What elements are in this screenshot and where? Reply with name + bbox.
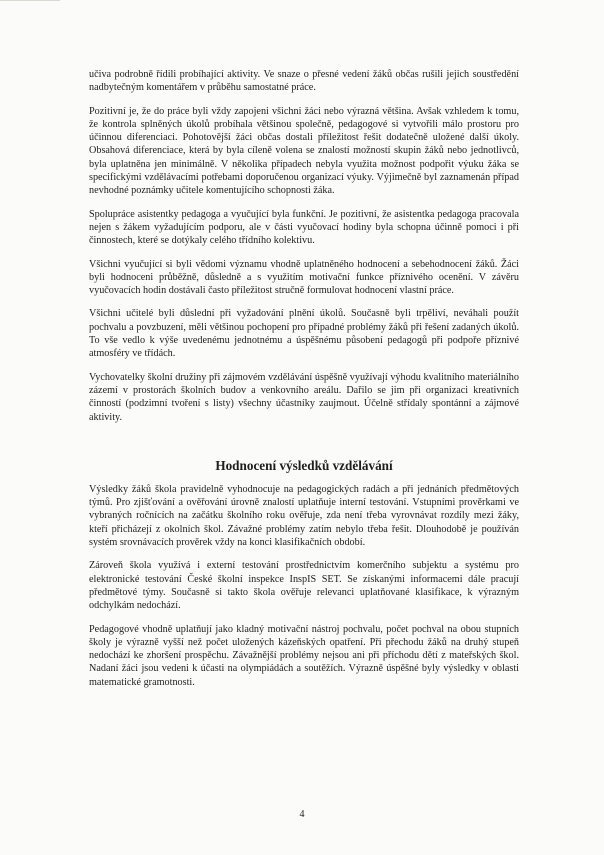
paragraph-after-school-club: Vychovatelky školní družiny při zájmovém vzdělávání úspěšně využívají výhodu kvalitního materiálního zázemí v prostorách školních budov a venkovního areálu. Dařilo se jim při organizaci kreativních činností (podzimní tvoření s listy) všechny účastníky zaujmout. Účelně střídaly spontánní a zájmové aktivity.: [89, 371, 519, 423]
paragraph-external-testing: Zároveň škola využívá i externí testování prostřednictvím komerčního subjektu a systému pro elektronické testování České školní inspekce InspIS SET. Se získanými informacemi dále pracují předmětové týmy. Současně si takto škola ověřuje relevanci uplatňované klasifikace, k výrazným odchylkám nedochází.: [89, 560, 519, 612]
scan-corner-mark: [0, 0, 60, 23]
document-body: [89, 68, 519, 699]
paragraph-teaching-assistant: Spolupráce asistentky pedagoga a vyučující byla funkční. Je pozitivní, že asistentka pedagoga pracovala nejen s žákem vyžadujícím podporu, ale v části vyučovací hodiny byla schopna účinně pomoci i při činnostech, které se dotýkaly celého třídního kolektivu.: [89, 208, 519, 247]
paragraph-teacher-consistency: Všichni učitelé byli důslední při vyžadování plnění úkolů. Současně byli trpěliví, neváhali použít pochvalu a povzbuzení, měli většinou pochopení pro případné problémy žáků při řešení zadaných úkolů. To vše vedlo k výše uvedenému jednotnému a úspěšnému působení pedagogů při podpoře příznivé atmosféry ve třídách.: [89, 308, 519, 360]
section-heading: Hodnocení výsledků vzdělávání: [215, 457, 393, 473]
paragraph-teaching-guidance: učiva podrobně řídili probíhající aktivity. Ve snaze o přesné vedení žáků občas rušili jejich soustředění nadbytečným komentářem v průběhu samostatné práce.: [89, 69, 519, 94]
paragraph-results-evaluation: Výsledky žáků škola pravidelně vyhodnocuje na pedagogických radách a při jednáních předmětových týmů. Pro zjišťování a ověřování úrovně znalostí uplatňuje interní testování. Vstupními prověrkami ve vybraných ročnících na začátku školního roku ověřuje, zda není třeba vyrovnávat rozdíly mezi žáky, kteří přicházejí z okolních škol. Závažné problémy zatím nebylo třeba řešit. Dlouhodobě je používán systém srovnávacích prověrek vždy na konci klasifikačních období.: [89, 483, 519, 549]
paragraph-assessment: Všichni vyučující si byli vědomi významu vhodně uplatněného hodnocení a sebehodnocení žáků. Žáci byli hodnoceni průběžně, důsledně a s využitím motivační funkce příznivého ocenění. V závěru vyučovacích hodin dostávali často příležitost stručně formulovat hodnocení vlastní práce.: [89, 258, 519, 297]
paragraph-differentiation: Pozitivní je, že do práce byli vždy zapojeni všichni žáci nebo výrazná většina. Avšak vzhledem k tomu, že kontrola splněných úkolů probíhala většinou společně, pedagogové si vytvořili málo prostoru pro účinnou diferenciaci. Pohotovější žáci občas dostali příležitost řešit dodatečně uložené další úkoly. Obsahová diferenciace, která by byla cíleně volena se znalostí možností skupin žáků nebo jednotlivců, byla uplatněna jen minimálně. V několika případech nebyla využita možnost podpořit výuku žáka se specifickými vzdělávacími potřebami doporučenou organizací výuky. Výjimečně byl zaznamenán případ nevhodné poznámky učitele komentujícího schopnosti žáka.: [89, 105, 519, 197]
paragraph-praise-motivation: Pedagogové vhodně uplatňují jako kladný motivační nástroj pochvalu, počet pochval na obou stupních školy je výrazně vyšší než počet uložených kázeňských opatření. Při přechodu žáků na druhý stupeň nedochází ke zhoršení prospěchu. Závažnější problémy nejsou ani při příchodu dětí z mateřských škol. Nadaní žáci jsou vedeni k účasti na olympiádách a soutěžích. Výrazně úspěšné byly výsledky v oblasti matematické gramotnosti.: [89, 623, 519, 688]
page-number: 4: [299, 809, 305, 820]
